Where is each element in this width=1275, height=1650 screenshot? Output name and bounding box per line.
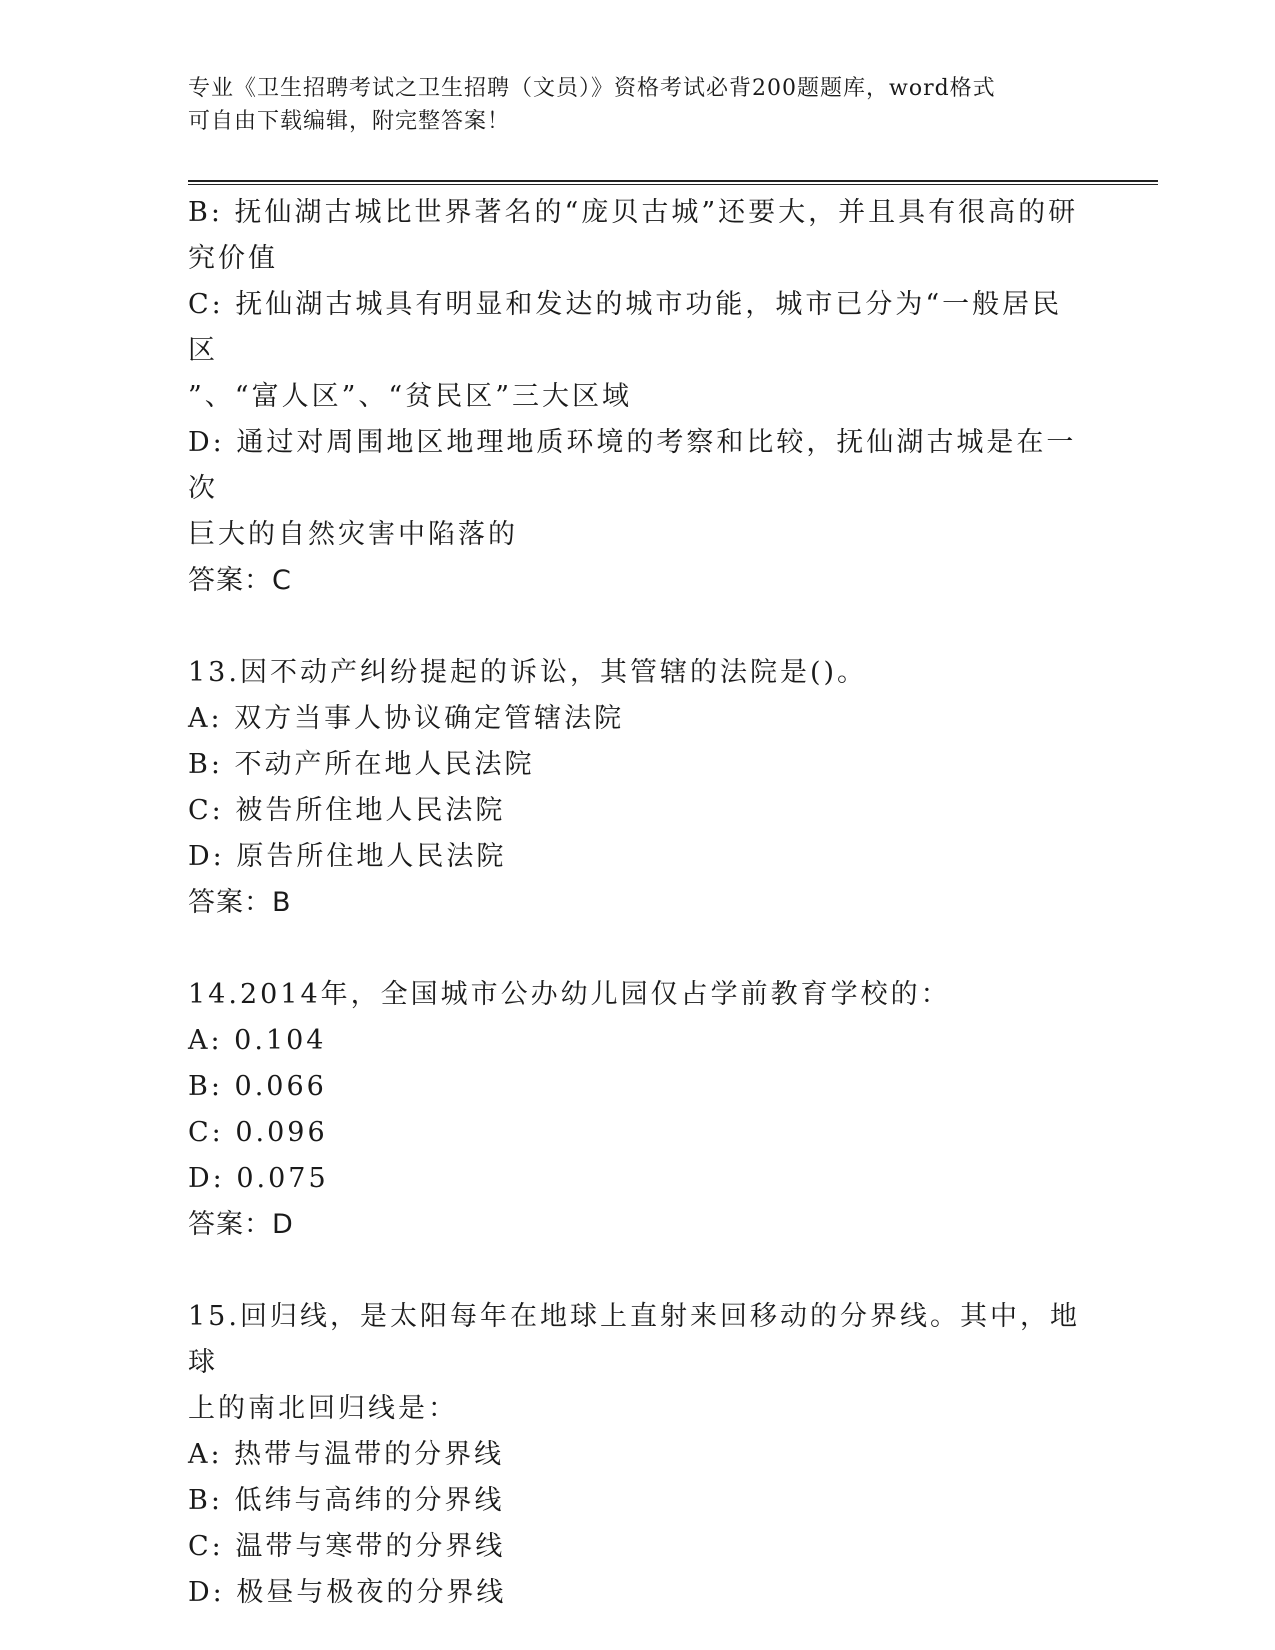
q14-option-c: C: 0.096 — [188, 1117, 328, 1148]
header-rule-thick — [188, 180, 1158, 182]
q13-question: 13.因不动产纠纷提起的诉讼，其管辖的法院是()。 — [188, 657, 868, 688]
spacer — [188, 926, 1088, 972]
q14-option-b: B: 0.066 — [188, 1071, 327, 1102]
header-line-1: 专业《卫生招聘考试之卫生招聘（文员）》资格考试必背200题题库，word格式 — [188, 76, 996, 101]
question-15-block — [188, 1294, 1088, 1616]
q15-question-line-1: 15.回归线，是太阳每年在地球上直射来回移动的分界线。其中，地球 — [188, 1301, 1080, 1378]
q14-answer: 答案：D — [188, 1209, 294, 1240]
q15-option-a: A: 热带与温带的分界线 — [188, 1439, 505, 1470]
q15-option-b: B: 低纬与高纬的分界线 — [188, 1485, 505, 1516]
q15-option-c: C: 温带与寒带的分界线 — [188, 1531, 506, 1562]
q12-answer: 答案：C — [188, 565, 292, 596]
q15-question-line-2: 上的南北回归线是： — [188, 1393, 458, 1424]
q15-option-d: D: 极昼与极夜的分界线 — [188, 1577, 507, 1608]
q14-option-a: A: 0.104 — [188, 1025, 327, 1056]
spacer — [188, 604, 1088, 650]
spacer — [188, 1248, 1088, 1294]
q13-option-d: D: 原告所住地人民法院 — [188, 841, 507, 872]
document-header — [188, 72, 1088, 138]
q12-option-c-line-1: C: 抚仙湖古城具有明显和发达的城市功能，城市已分为“一般居民区 — [188, 289, 1063, 366]
header-rule-thin — [188, 184, 1158, 185]
q13-option-b: B: 不动产所在地人民法院 — [188, 749, 535, 780]
question-12-block — [188, 190, 1088, 604]
q12-option-d-line-1: D: 通过对周围地区地理地质环境的考察和比较，抚仙湖古城是在一次 — [188, 427, 1077, 504]
question-13-block — [188, 650, 1088, 926]
question-14-block — [188, 972, 1088, 1248]
q12-option-d-line-2: 巨大的自然灾害中陷落的 — [188, 519, 518, 550]
q12-option-b-line-1: B: 抚仙湖古城比世界著名的“庞贝古城”还要大，并且具有很高的研 — [188, 197, 1079, 228]
q13-answer: 答案：B — [188, 887, 292, 918]
q13-option-c: C: 被告所住地人民法院 — [188, 795, 506, 826]
header-line-2: 可自由下载编辑，附完整答案！ — [188, 109, 511, 134]
q12-option-c-line-2: ”、“富人区”、“贫民区”三大区域 — [188, 381, 633, 412]
q14-option-d: D: 0.075 — [188, 1163, 329, 1194]
q13-option-a: A: 双方当事人协议确定管辖法院 — [188, 703, 625, 734]
q14-question: 14.2014年，全国城市公办幼儿园仅占学前教育学校的： — [188, 979, 951, 1010]
q12-option-b-line-2: 究价值 — [188, 243, 278, 274]
document-body — [188, 190, 1088, 1616]
